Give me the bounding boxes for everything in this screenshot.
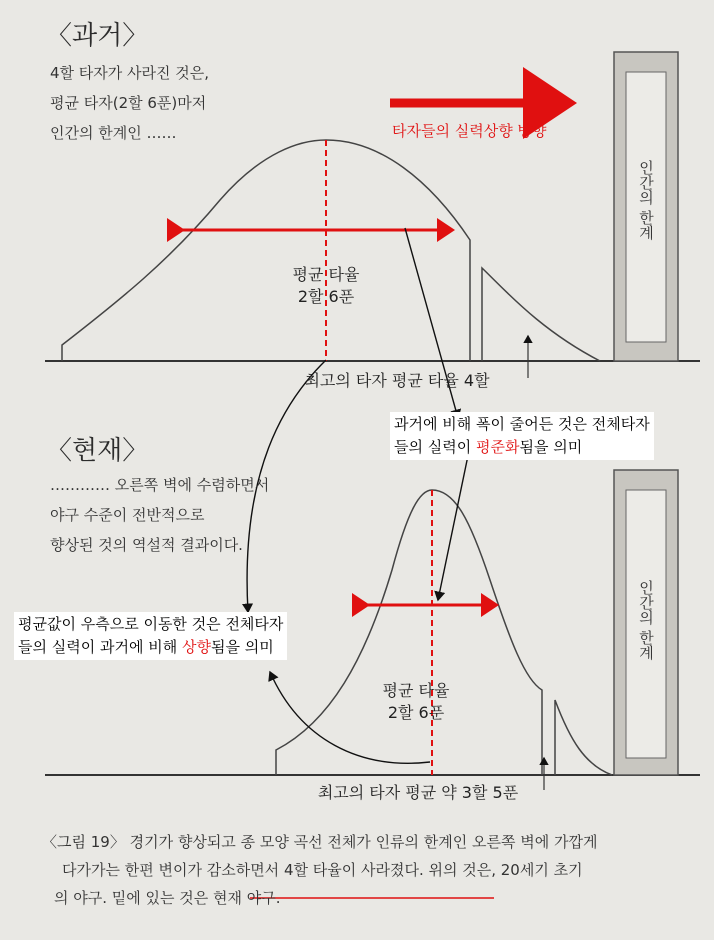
present-tail-curve (555, 700, 612, 775)
present-mean-label (366, 680, 466, 724)
shift-callout-line: 평균값이 우측으로 이동한 것은 전체타자 (18, 615, 284, 633)
shift-callout-text: 들의 실력이 과거에 비해 (18, 638, 182, 656)
present-heading: 〈현재〉 (46, 436, 149, 466)
shift-callout-highlight: 상향 (181, 638, 211, 656)
past-tail-curve (482, 268, 600, 361)
present-max-label: 최고의 타자 평균 약 3할 5푼 (317, 783, 519, 802)
caption-line: 〈그림 19〉 경기가 향상되고 종 모양 곡선 전체가 인류의 한계인 오른쪽 벽에 가깝게 (42, 833, 598, 851)
past-note-line: 4할 타자가 사라진 것은, (50, 64, 210, 82)
width-callout-text: 들의 실력이 (394, 438, 476, 456)
caption-text: 다가가는 한편 (62, 861, 159, 879)
past-limit-label: 인간의 한계 (637, 160, 655, 240)
present-note-line: 야구 수준이 전반적으로 (50, 506, 205, 524)
width-callout-text: 됨을 의미 (519, 438, 583, 456)
caption-line: 의 야구. 밑에 있는 것은 현재 야구. (54, 889, 281, 907)
width-callout-line (394, 436, 650, 459)
past-trend-label: 타자들의 실력상향 방향 (392, 122, 547, 140)
past-bell-curve (62, 140, 470, 361)
width-callout-line: 과거에 비해 폭이 줄어든 것은 전체타자 (394, 415, 650, 433)
figure-caption (42, 828, 702, 912)
width-callout-highlight: 평준화 (476, 438, 520, 456)
caption-text: . 위의 것은, 20세기 초기 (418, 861, 583, 879)
present-note-line: ………… 오른쪽 벽에 수렴하면서 (50, 476, 270, 494)
present-limit-label: 인간의 한계 (637, 580, 655, 660)
past-notes (50, 58, 209, 148)
past-heading: 〈과거〉 (46, 21, 149, 51)
past-mean-label (276, 264, 376, 308)
shift-callout-text: 됨을 의미 (210, 638, 274, 656)
past-max-label: 최고의 타자 평균 타율 4할 (304, 371, 490, 390)
width-callout-arrow-bottom (438, 446, 470, 600)
present-mean-label-line: 평균 타율 (382, 681, 450, 700)
shift-callout-line (18, 636, 283, 659)
present-notes (50, 470, 269, 560)
past-note-line: 평균 타자(2할 6푼)마저 (50, 94, 207, 112)
past-mean-label-line: 2할 6푼 (297, 287, 355, 306)
caption-line (42, 856, 702, 884)
past-mean-label-line: 평균 타율 (292, 265, 360, 284)
present-note-line: 향상된 것의 역설적 결과이다. (50, 536, 243, 554)
caption-underlined-text: 변이가 감소하면서 4할 타율이 사라졌다 (158, 861, 419, 879)
past-note-line: 인간의 한계인 …… (50, 124, 177, 142)
shift-callout (14, 612, 287, 660)
width-callout (390, 412, 654, 460)
present-mean-label-line: 2할 6푼 (387, 703, 445, 722)
